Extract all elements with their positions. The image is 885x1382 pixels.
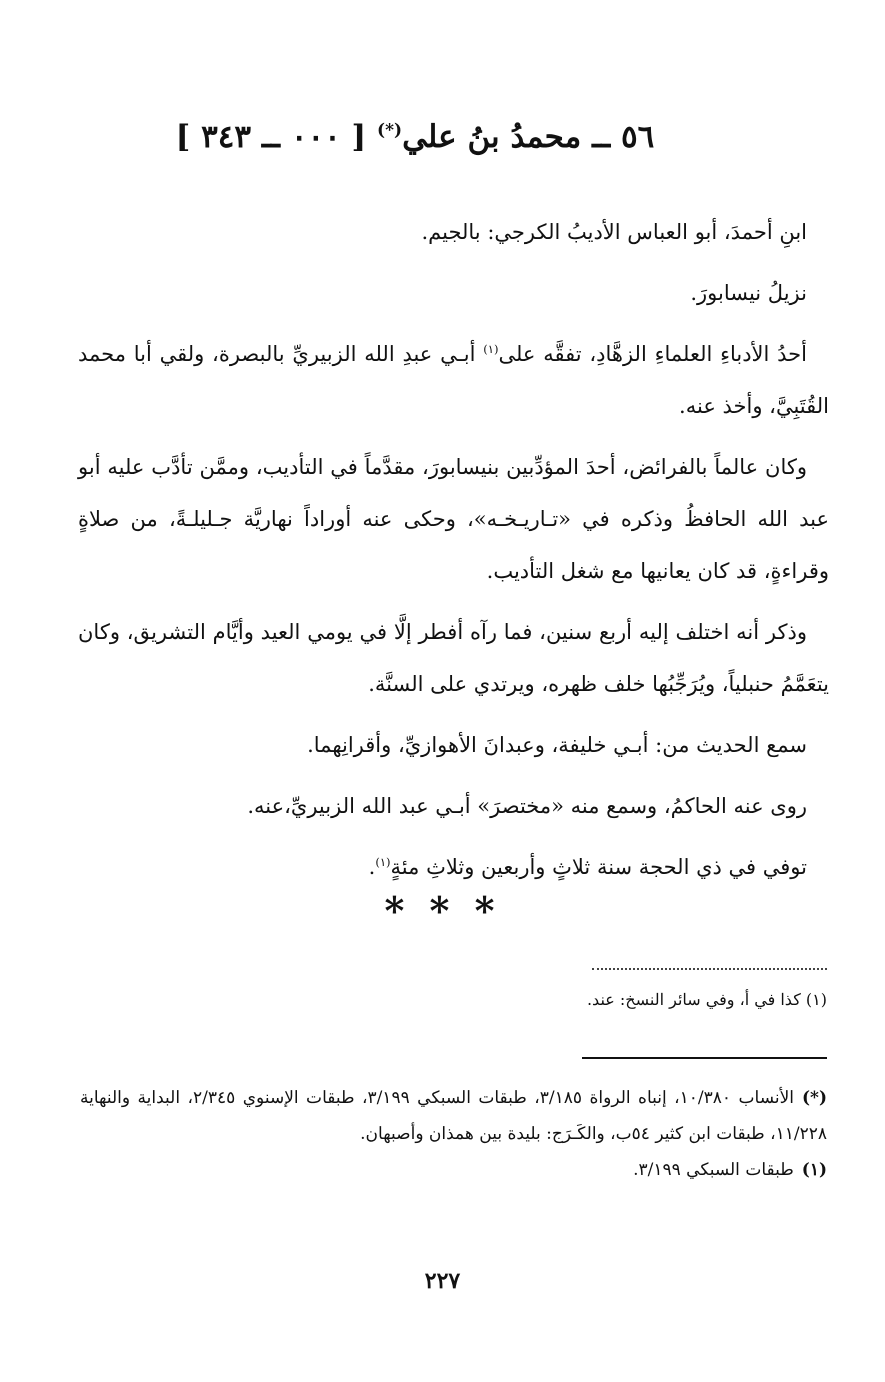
variant-footnote-number: (١) [805, 990, 827, 1009]
variant-footnote-text: كذا في أ، وفي سائر النسخ: عند. [586, 990, 801, 1009]
paragraph-lineage: ابنِ أحمدَ، أبو العباس الأديبُ الكرجي: بالجيم. [421, 220, 807, 244]
paragraph-death-text: توفي في ذي الحجة سنة ثلاثٍ وأربعين وثلاثِ مئةٍ [390, 855, 807, 879]
entry-heading-years: [ ٠٠٠ ــ ٣٤٣ ] [175, 119, 367, 155]
footnote-sources-mark: (*) [802, 1088, 827, 1108]
entry-heading-text: ٥٦ ــ محمدُ بنُ علي [402, 119, 655, 155]
dotted-divider [592, 968, 827, 970]
footnote-one-text: طبقات السبكي ٣/١٩٩. [633, 1160, 794, 1180]
heading-footnote-mark: (*) [377, 120, 403, 141]
entry-heading [150, 112, 680, 162]
footnote-sources [80, 1080, 827, 1152]
variant-footnote [80, 986, 827, 1014]
footnote-ref-death: (١) [375, 855, 391, 869]
page-number: ٢٢٧ [424, 1268, 461, 1294]
paragraph-teachers [78, 328, 829, 432]
paragraph-death-end: . [368, 855, 376, 879]
paragraph-narrated-by: روى عنه الحاكمُ، وسمع منه «مختصرَ» أبـي عبد الله الزبيريِّ،عنه. [247, 794, 807, 818]
entry-body [78, 206, 829, 902]
footnote-one [80, 1152, 827, 1188]
footnote-sources-text: الأنساب ١٠/٣٨٠، إنباه الرواة ٣/١٨٥، طبقات السبكي ٣/١٩٩، طبقات الإسنوي ٢/٣٤٥، البداية والنهاية ١١/٢٢٨، طبقات ابن كثير ٥٤ب، والكَـرَج: بليدة بين همذان وأصبهان. [80, 1088, 827, 1144]
paragraph-teachers-text-b: أبـي عبدِ الله الزبيريِّ بالبصرة، ولقي أبا محمد القُتَبِيَّ، وأخذ عنه. [78, 342, 829, 418]
paragraph-teachers-text-a: أحدُ الأدباءِ العلماءِ الزهَّادِ، تفقَّه على [498, 342, 807, 366]
paragraph-habits: وذكر أنه اختلف إليه أربع سنين، فما رآه أفطر إلَّا في يومي العيد وأيَّام التشريق، وكان يتعَمَّمُ حنبلياً، ويُرَجِّبُها خلف ظهره، ويرتدي على السنَّة. [78, 620, 829, 696]
paragraph-death [78, 841, 829, 893]
paragraph-residence: نزيلُ نيسابورَ. [690, 281, 807, 305]
footnotes [80, 1080, 827, 1188]
footnote-divider [582, 1057, 827, 1059]
paragraph-career: وكان عالماً بالفرائض، أحدَ المؤدِّبين بنيسابورَ، مقدَّماً في التأديب، وممَّن تأدَّب عليه أبو عبد الله الحافظُ وذكره في «تـاريـخـه»، وحكى عنه أوراداً نهاريَّة جـليلـةً، من صلاةٍ وقراءةٍ، قد كان يعانيها مع شغل التأديب. [78, 455, 829, 583]
footnote-ref-1: (١) [483, 342, 499, 356]
footnote-one-mark: (١) [801, 1160, 827, 1180]
paragraph-heard-from: سمع الحديث من: أبـي خليفة، وعبدانَ الأهوازيِّ، وأقرانِهما. [307, 733, 807, 757]
section-separator: * * * [384, 888, 501, 933]
